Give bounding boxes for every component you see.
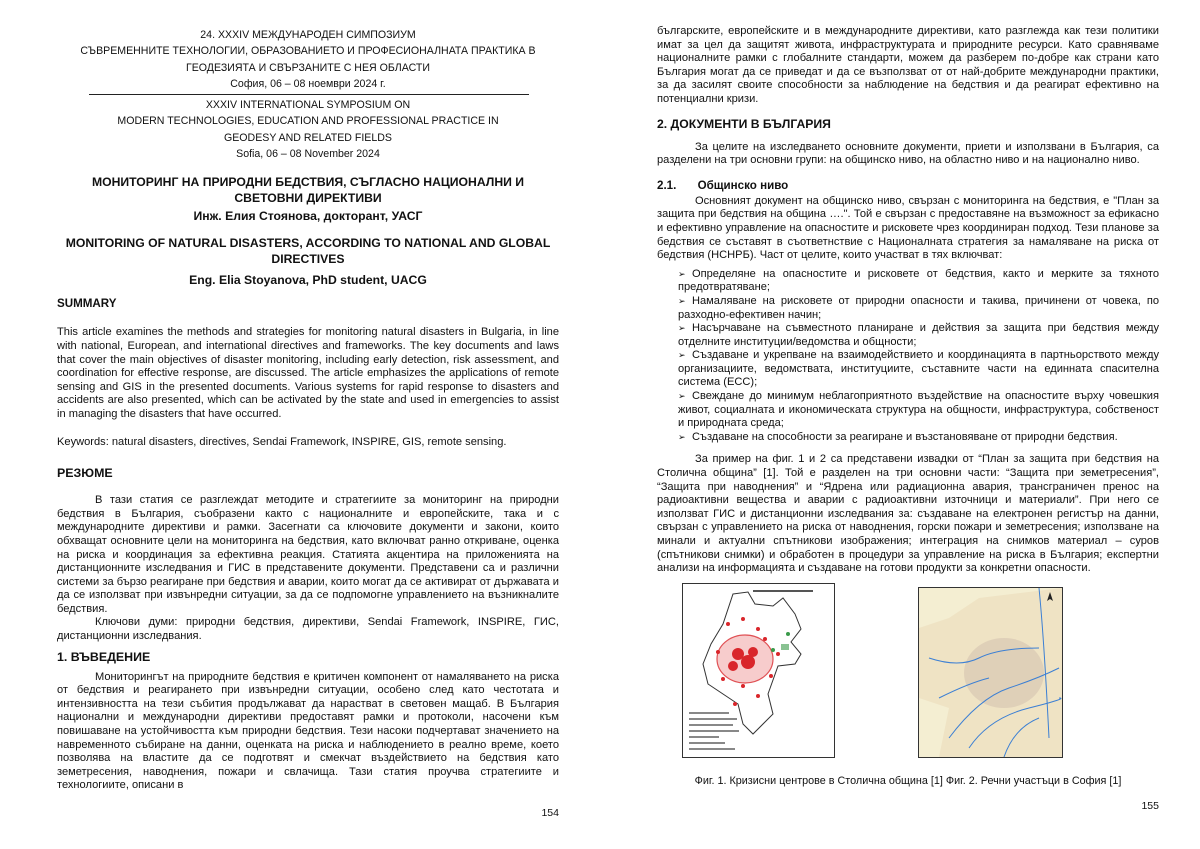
example-text: За пример на фиг. 1 и 2 са представени извадки от “План за защита при бедствия на Столична община” [1]. Той е разделен на три основни части: “Защита при земетресения”, “Защита при наводнения” и “Ядрена или радиационна авария, трансграничен пренос на радиоактивни вещества и аварии с радиоактивни източници и материали”. При него се използват ГИС и дистанционни изследвания за: създаване на електронен регистър на данни, свързан с управлението на риска от наводнения, горски пожари и земетресения; използване на минали и актуални спътникови изображения; интеграция на снимков материал – суров (спътникови снимки) и обработен в процедури за управление на риска в България; експертни анализи на информацията и създаване на готови продукти за конкретни опасности. [657, 453, 1159, 575]
list-item-text: Създаване и укрепване на взаимодействието и координацията в партньорството между организациите, ведомствата, институциите, съставните части на единната спасителна система (ЕСС); [678, 349, 1159, 389]
header-line: GEODESY AND RELATED FIELDS [224, 131, 392, 144]
title-en: MONITORING OF NATURAL DISASTERS, ACCORDING TO NATIONAL AND GLOBAL DIRECTIVES [65, 236, 551, 267]
section-2-heading: 2. ДОКУМЕНТИ В БЪЛГАРИЯ [657, 116, 831, 131]
subsection-title: Общинско ниво [697, 178, 789, 192]
list-item [678, 349, 1159, 390]
summary-text: This article examines the methods and strategies for monitoring natural disasters in Bulgaria, in line with national, European, and international directives and frameworks. The key documents and laws that cover the main objectives of disaster monitoring, including early detection, risk assessment, and coordination for effective response, are discussed. The article emphasizes the applications of remote sensing and GIS in the presented documents. Various systems for rapid response to disasters and accidents are also presented, which can be activated by the state and used in emergencies to assist in managing the disasters that have occurred. [57, 326, 559, 420]
page-154-column [57, 27, 559, 820]
arrowhead-bullet-icon: ➢ [678, 431, 686, 442]
header-line: Sofia, 06 – 08 November 2024 [236, 148, 380, 161]
page-number: 155 [1141, 799, 1159, 812]
resume-text: В тази статия се разглеждат методите и стратегиите за мониторинг на природни бедствия в България, съобразени както с националните и европейските, така и с международните директиви и рамки. Засегнати са ключовите документи и закони, които обхващат основните цели на мониторинга на бедствия, като включват ранно откриване, оценка на риска и координация за ефективна реакция. Статията акцентира на приложенията на дистанционните изследвания и ГИС в представените документи. Представени са и различни системи за бързо реагиране при бедствия и аварии, които могат да се активират от държавата и да се използват при извънредни ситуации, за да се подпомогне управлението на възникналите бедствия. [57, 494, 559, 615]
figure-1-crisis-centres-map [682, 583, 835, 758]
arrowhead-bullet-icon: ➢ [678, 295, 686, 306]
list-item [678, 390, 1159, 431]
subsection-2-1-text: Основният документ на общинско ниво, свързан с мониторинга на бедствия, е "План за защита при бедствия на община ….". Той е свързан с предоставяне на възможност за ефикасно и ефективно управление на опасностите и рисковете чрез координиран подход. Тези планове за бедствия се съставят в съответнствие с Националната стратегия за намаляване на риска от бедствия (НСНРБ). Част от целите, които участват в тях включват: [657, 194, 1159, 262]
section-2-text: За целите на изследването основните документи, приети и използвани в България, са разделени на три основни групи: на общинско ниво, на областно ниво и на национално ниво. [657, 140, 1159, 167]
arrowhead-bullet-icon: ➢ [678, 350, 686, 361]
list-item-text: Свеждане до минимум неблагоприятното въздействие на опасностите върху човешкия живот, социалната и икономическата структура на общности, инфраструктура, собственост и природната среда; [678, 390, 1159, 430]
header-line: MODERN TECHNOLOGIES, EDUCATION AND PROFESSIONAL PRACTICE IN [117, 115, 499, 128]
list-item-text: Насърчаване на съвместното планиране и действия за защита при бедствия между отделните институции/ведомства и общности; [678, 322, 1159, 348]
figure-2-river-sections-map [918, 587, 1063, 758]
author-bg: Инж. Елия Стоянова, докторант, УАСГ [193, 209, 423, 224]
figures-caption: Фиг. 1. Кризисни центрове в Столична община [1] Фиг. 2. Речни участъци в София [1] [694, 774, 1122, 787]
list-item [678, 322, 1159, 349]
list-item [678, 295, 1159, 322]
header-divider [89, 94, 529, 95]
subsection-2-1-heading [657, 178, 1159, 193]
symposium-header-en [57, 97, 559, 162]
map-rivers [919, 588, 1062, 757]
list-item [678, 431, 1159, 445]
list-item-text: Намаляване на рисковете от природни опасности и такива, причинени от човека, по разходно-ефективен начин; [678, 294, 1159, 321]
symposium-header-bg [57, 27, 559, 92]
map-title-mark [753, 590, 813, 592]
title-bg: МОНИТОРИНГ НА ПРИРОДНИ БЕДСТВИЯ, СЪГЛАСНО НАЦИОНАЛНИ И СВЕТОВНИ ДИРЕКТИВИ [91, 175, 525, 206]
keywords-en: Keywords: natural disasters, directives, Sendai Framework, INSPIRE, GIS, remote sensing. [57, 435, 507, 448]
subsection-number: 2.1. [657, 178, 677, 192]
figures-row [657, 583, 1159, 758]
page-number: 154 [541, 807, 559, 819]
list-item-text: Определяне на опасностите и рисковете от бедствия, както и мерките за тяхното предотвратяване; [678, 267, 1159, 294]
page-155 [600, 0, 1200, 849]
header-line: София, 06 – 08 ноември 2024 г. [230, 77, 386, 90]
list-item-text: Създаване на способности за реагиране и възстановяване от природни бедствия. [692, 430, 1118, 443]
arrowhead-bullet-icon: ➢ [678, 268, 686, 279]
list-item [678, 268, 1159, 295]
arrowhead-bullet-icon: ➢ [678, 323, 686, 334]
header-line: 24. XXXIV МЕЖДУНАРОДЕН СИМПОЗИУМ [200, 29, 416, 41]
intro-text: Мониторингът на природните бедствия е критичен компонент от намаляването на риска от бедствия и реагирането при извънредни ситуации, особено след като честотата и интензивността на тези събития продължават да нарастват в световен мащаб. В България национални и международни директиви предоставят рамки и протоколи, насочени към повишаване на устойчивостта към природни бедствия. Тези насоки подчертават значението на навременното събиране на данни, оценката на риска и наблюдението в реално време, което позволява на властите да се подготвят и смекчат въздействието на бедствия като земетресения, наводнения, пожари и свлачища. Тази статия проучва стратегиите и технологиите, описани в [57, 670, 559, 792]
page-155-column [657, 25, 1159, 813]
map-legend [689, 712, 739, 750]
arrowhead-bullet-icon: ➢ [678, 391, 686, 402]
summary-heading: SUMMARY [57, 297, 117, 311]
map-crisis-centres [683, 584, 834, 757]
header-line: СЪВРЕМЕННИТЕ ТЕХНОЛОГИИ, ОБРАЗОВАНИЕТО И ПРОФЕСИОНАЛНАТА ПРАКТИКА В [80, 45, 536, 58]
objectives-list [678, 268, 1159, 445]
intro-continuation: българските, европейските и в международните директиви, като разглежда как тези политики имат за цел да защитят живота, инфраструктурата и природните ресурси. Като сравняваме националните рамки с глобалните стандарти, можем да разберем по-добре как страни като България могат да се приведат и да се възползват от от най-добрите международни практики, за да засилят своите способности за наблюдение на бедствия и да реагират ефективно на потенциални кризи. [657, 25, 1159, 105]
green-points [771, 632, 790, 652]
intro-heading: 1. ВЪВЕДЕНИЕ [57, 649, 151, 664]
header-line: XXXIV INTERNATIONAL SYMPOSIUM ON [205, 99, 411, 112]
author-en: Eng. Elia Stoyanova, PhD student, UACG [189, 273, 427, 288]
header-line: ГЕОДЕЗИЯТА И СВЪРЗАНИТЕ С НЕЯ ОБЛАСТИ [186, 61, 430, 74]
resume-heading: РЕЗЮМЕ [57, 466, 113, 481]
keywords-bg: Ключови думи: природни бедствия, директиви, Sendai Framework, INSPIRE, ГИС, дистанционни изследвания. [57, 616, 559, 643]
